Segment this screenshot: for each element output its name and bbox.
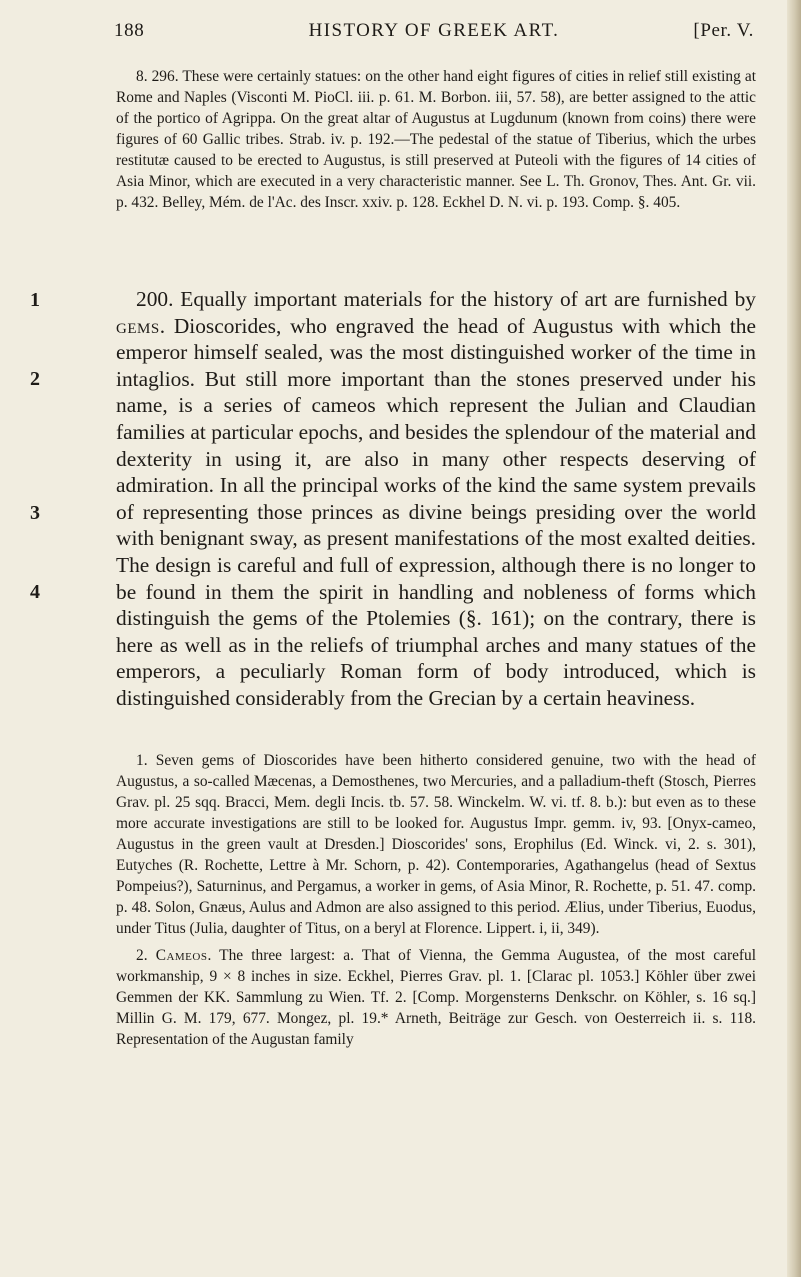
margin-note-ref-1: 1 [30, 289, 40, 311]
footnotes [116, 750, 756, 1054]
page-number: 188 [114, 20, 145, 41]
main-text [116, 286, 756, 712]
footnote-2-body: . The three largest: a. That of Vienna, the Gemma Augustea, of the most careful workmanship, 9 × 8 inches in size. Eckhel, Pierres Grav. pl. 1. [Clarac pl. 1053.] Köhler über zwei Gemmen der KK. Sammlung zu Wien. Tf. 2. [Comp. Morgensterns Denkschr. on Köhler, s. 16 sq.] Millin G. M. 179, 677. Mongez, pl. 19.* Arneth, Beiträge zur Gesch. von Oesterreich ii. s. 118. Representation of the Augustan family [116, 947, 757, 1048]
page-edge [787, 0, 801, 1277]
page-header [114, 16, 754, 46]
gems-keyword: gems [116, 313, 160, 338]
footnote-1: 1. Seven gems of Dioscorides have been hitherto considered genuine, two with the head of Augustus, a so-called Mæcenas, a Demosthenes, two Mercuries, and a palladium-theft (Stosch, Pierres Grav. pl. 25 sqq. Bracci, Mem. degli Incis. tb. 57. 58. Winckelm. W. vi. tf. 8. b.): but even as to these more accurate investigations are still to be looked for. Augustus Impr. gemm. iv, 93. [Onyx-cameo, Augustus in the green vault at Dresden.] Dioscorides' sons, Erophilus (Ed. Winck. vi, 2. s. 301), Eutyches (R. Rochette, Lettre à Mr. Schorn, p. 42). Contemporaries, Agathangelus (head of Sextus Pompeius?), Saturninus, and Pergamus, a worker in gems, of Asia Minor, R. Rochette, p. 51. 47. comp. p. 48. Solon, Gnæus, Aulus and Admon are also assigned to this period. Ælius, under Tiberius, Euodus, under Titus (Julia, daughter of Titus, on a beryl at Florence. Lippert. i, ii, 349). [116, 752, 756, 937]
footnote-2-number: 2. [136, 947, 156, 964]
footnote-8-text: 8. 296. These were certainly statues: on the other hand eight figures of cities in relief still existing at Rome and Naples (Visconti M. PioCl. iii. p. 61. M. Borbon. iii, 57. 58), are better assigned to the attic of the portico of Agrippa. On the great altar of Augustus at Lugdunum (known from coins) there were figures of 60 Gallic tribes. Strab. iv. p. 192.—The pedestal of the statue of Tiberius, which the urbes restitutæ caused to be erected to Augustus, is still preserved at Puteoli with the figures of 14 cities of Asia Minor, which are executed in a very characteristic manner. See L. Th. Gronov, Thes. Ant. Gr. vii. p. 432. Belley, Mém. de l'Ac. des Inscr. xxiv. p. 128. Eckhel D. N. vi. p. 193. Comp. §. 405. [116, 68, 756, 211]
paragraph-body: . Dioscorides, who engraved the head of Augustus with which the emperor himself sealed, was the most distinguished worker of the time in intaglios. But still more important than the stones preserved under his name, is a series of cameos which represent the Julian and Claudian families at particular epochs, and besides the splendour of the material and dexterity in using it, are also in many other respects deserving of admiration. In all the principal works of the kind the same system prevails of representing those princes as divine beings presiding over the world with benignant sway, as present manifestations of the most exalted deities. The design is careful and full of expression, although there is no longer to be found in them the spirit in handling and nobleness of forms which distinguish the gems of the Ptolemies (§. 161); on the contrary, there is here as well as in the reliefs of triumphal arches and many statues of the emperors, a peculiarly Roman form of body introduced, which is distinguished considerably from the Grecian by a certain heaviness. [116, 313, 756, 710]
margin-note-ref-4: 4 [30, 581, 40, 603]
continued-footnote [116, 66, 756, 217]
margin-note-ref-3: 3 [30, 502, 40, 524]
period-label: [Per. V. [693, 20, 754, 41]
running-title: HISTORY OF GREEK ART. [308, 20, 560, 41]
margin-note-ref-2: 2 [30, 368, 40, 390]
section-200-paragraph [116, 286, 756, 712]
paragraph-start: 200. Equally important materials for the history of art are furnished by [136, 287, 756, 311]
cameos-keyword: Cameos [155, 947, 208, 964]
footnote-2 [116, 945, 756, 1050]
